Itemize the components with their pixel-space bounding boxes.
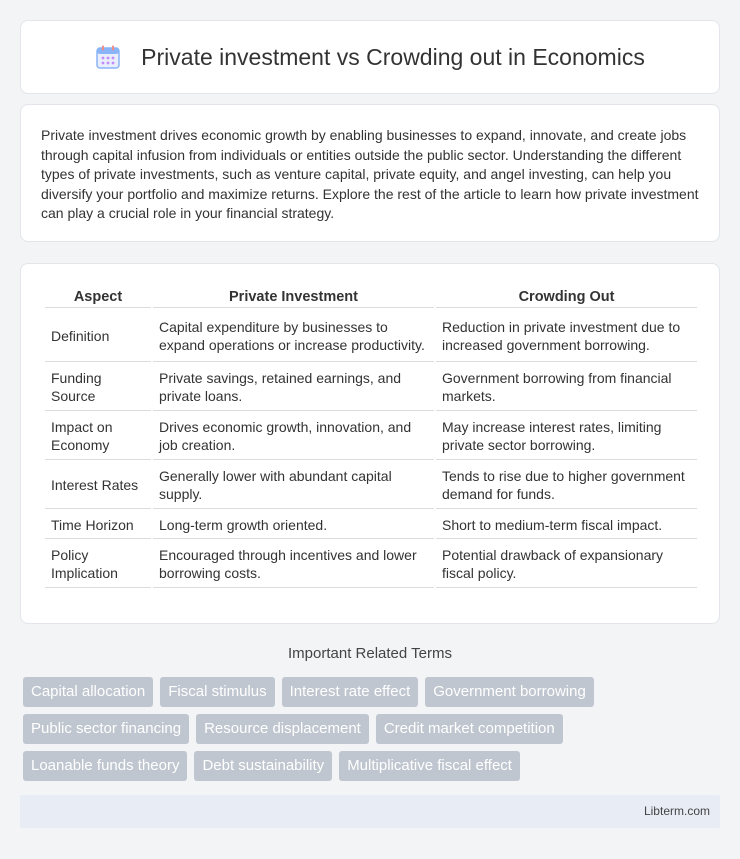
comparison-table — [43, 284, 699, 590]
related-term-tag[interactable]: Interest rate effect — [282, 677, 419, 707]
tag-row — [23, 714, 723, 744]
crowding-out-cell: Potential drawback of expansionary fiscal policy. — [436, 541, 697, 588]
related-term-tag[interactable]: Capital allocation — [23, 677, 153, 707]
table-row — [45, 462, 697, 509]
related-terms-title: Important Related Terms — [288, 645, 452, 662]
related-terms-list — [23, 677, 723, 788]
header-card — [20, 20, 720, 94]
intro-card — [20, 104, 720, 242]
crowding-out-cell: May increase interest rates, limiting private sector borrowing. — [436, 413, 697, 460]
table-row — [45, 541, 697, 588]
table-row — [45, 511, 697, 539]
related-term-tag[interactable]: Public sector financing — [23, 714, 189, 744]
related-term-tag[interactable]: Resource displacement — [196, 714, 369, 744]
footer-site-link[interactable]: Libterm.com — [643, 804, 710, 818]
table-row — [45, 364, 697, 411]
aspect-cell: Time Horizon — [45, 511, 151, 539]
related-term-tag[interactable]: Government borrowing — [425, 677, 594, 707]
table-row — [45, 310, 697, 362]
page-title: Private investment vs Crowding out in Economics — [141, 43, 645, 70]
private-investment-cell: Long-term growth oriented. — [153, 511, 434, 539]
intro-text: Private investment drives economic growth by enabling businesses to expand, innovate, and create jobs through capital infusion from individuals or entities outside the public sector. Understanding the different types of private investments, such as venture capital, private equity, and angel investing, can help you diversify your portfolio and maximize returns. Explore the rest of the article to learn how private investment can play a crucial role in your financial strategy. — [41, 127, 699, 221]
crowding-out-cell: Short to medium-term fiscal impact. — [436, 511, 697, 539]
table-row — [45, 413, 697, 460]
aspect-cell: Policy Implication — [45, 541, 151, 588]
table-header-row — [45, 286, 697, 308]
column-header-private-investment: Private Investment — [153, 286, 434, 308]
comparison-table-card — [20, 263, 720, 624]
related-term-tag[interactable]: Credit market competition — [376, 714, 563, 744]
column-header-crowding-out: Crowding Out — [436, 286, 697, 308]
tag-row — [23, 751, 723, 781]
private-investment-cell: Generally lower with abundant capital supply. — [153, 462, 434, 509]
tag-row — [23, 677, 723, 707]
related-term-tag[interactable]: Fiscal stimulus — [160, 677, 274, 707]
related-term-tag[interactable]: Debt sustainability — [194, 751, 332, 781]
related-term-tag[interactable]: Multiplicative fiscal effect — [339, 751, 520, 781]
private-investment-cell: Encouraged through incentives and lower borrowing costs. — [153, 541, 434, 588]
crowding-out-cell: Government borrowing from financial markets. — [436, 364, 697, 411]
aspect-cell: Funding Source — [45, 364, 151, 411]
aspect-cell: Impact on Economy — [45, 413, 151, 460]
private-investment-cell: Private savings, retained earnings, and private loans. — [153, 364, 434, 411]
private-investment-cell: Drives economic growth, innovation, and job creation. — [153, 413, 434, 460]
aspect-cell: Definition — [45, 310, 151, 362]
related-term-tag[interactable]: Loanable funds theory — [23, 751, 187, 781]
crowding-out-cell: Reduction in private investment due to increased government borrowing. — [436, 310, 697, 362]
calendar-icon — [95, 44, 121, 70]
private-investment-cell: Capital expenditure by businesses to expand operations or increase productivity. — [153, 310, 434, 362]
crowding-out-cell: Tends to rise due to higher government demand for funds. — [436, 462, 697, 509]
footer — [20, 795, 720, 828]
aspect-cell: Interest Rates — [45, 462, 151, 509]
column-header-aspect: Aspect — [45, 286, 151, 308]
